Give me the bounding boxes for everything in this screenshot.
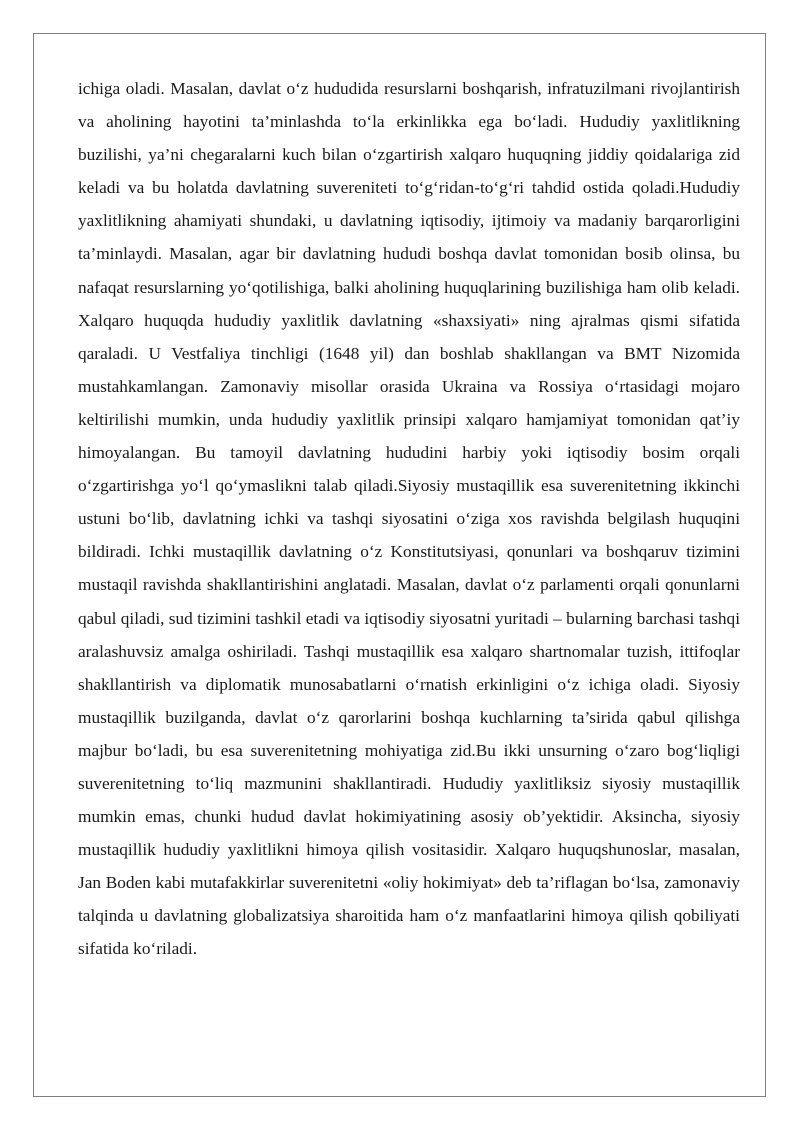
body-paragraph: ichiga oladi. Masalan, davlat o‘z hududida resurslarni boshqarish, infratuzilmani rivojlantirish va aholining hayotini ta’minlashda to‘la erkinlikka ega bo‘ladi. Hududiy yaxlitlikning buzilishi, ya’ni chegaralarni kuch bilan o‘zgartirish xalqaro huquqning jiddiy qoidalariga zid keladi va bu holatda davlatning suvereniteti to‘g‘ridan-to‘g‘ri tahdid ostida qoladi.Hududiy yaxlitlikning ahamiyati shundaki, u davlatning iqtisodiy, ijtimoiy va madaniy barqarorligini ta’minlaydi. Masalan, agar bir davlatning hududi boshqa davlat tomonidan bosib olinsa, bu nafaqat resurslarning yo‘qotilishiga, balki aholining huquqlarining buzilishiga ham olib keladi. Xalqaro huquqda hududiy yaxlitlik davlatning «shaxsiyati» ning ajralmas qismi sifatida qaraladi. U Vestfaliya tinchligi (1648 yil) dan boshlab shakllangan va BMT Nizomida mustahkamlangan. Zamonaviy misollar orasida Ukraina va Rossiya o‘rtasidagi mojaro keltirilishi mumkin, unda hududiy yaxlitlik prinsipi xalqaro hamjamiyat tomonidan qat’iy himoyalangan. Bu tamoyil davlatning hududini harbiy yoki iqtisodiy bosim orqali o‘zgartirishga yo‘l qo‘ymaslikni talab qiladi.Siyosiy mustaqillik esa suverenitetning ikkinchi ustuni bo‘lib, davlatning ichki va tashqi siyosatini o‘ziga xos ravishda belgilash huquqini bildiradi. Ichki mustaqillik davlatning o‘z Konstitutsiyasi, qonunlari va boshqaruv tizimini mustaqil ravishda shakllantirishini anglatadi. Masalan, davlat o‘z parlamenti orqali qonunlarni qabul qiladi, sud tizimini tashkil etadi va iqtisodiy siyosatni yuritadi – bularning barchasi tashqi aralashuvsiz amalga oshiriladi. Tashqi mustaqillik esa xalqaro shartnomalar tuzish, ittifoqlar shakllantirish va diplomatik munosabatlarni o‘rnatish erkinligini o‘z ichiga oladi. Siyosiy mustaqillik buzilganda, davlat o‘z qarorlarini boshqa kuchlarning ta’sirida qabul qilishga majbur bo‘ladi, bu esa suverenitetning mohiyatiga zid.Bu ikki unsurning o‘zaro bog‘liqligi suverenitetning to‘liq mazmunini shakllantiradi. Hududiy yaxlitliksiz siyosiy mustaqillik mumkin emas, chunki hudud davlat hokimiyatining asosiy ob’yektidir. Aksincha, siyosiy mustaqillik hududiy yaxlitlikni himoya qilish vositasidir. Xalqaro huquqshunoslar, masalan, Jan Boden kabi mutafakkirlar suverenitetni «oliy hokimiyat» deb ta’riflagan bo‘lsa, zamonaviy talqinda u davlatning globalizatsiya sharoitida ham o‘z manfaatlarini himoya qilish qobiliyati sifatida ko‘riladi. (78, 79, 740, 959)
